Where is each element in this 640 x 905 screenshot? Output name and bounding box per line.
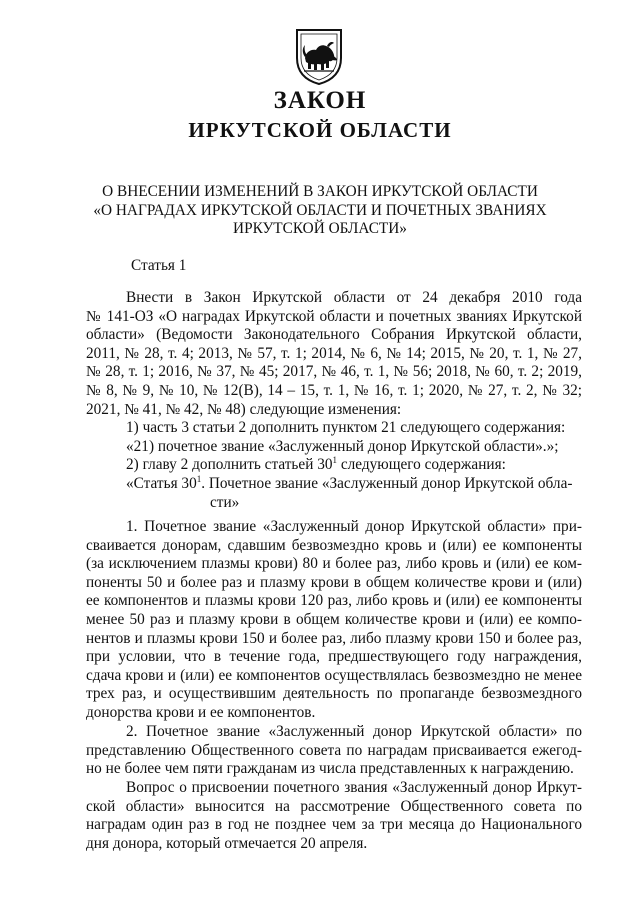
law-subtitle <box>60 183 580 239</box>
region-heading: ИРКУТСКОЙ ОБЛАСТИ <box>188 118 452 142</box>
text-line: 2011, № 28, т. 4; 2013, № 57, т. 1; 2014, № 6, № 14; 2015, № 20, т. 1, № 27, <box>86 344 582 362</box>
subtitle-line: О ВНЕСЕНИИ ИЗМЕНЕНИЙ В ЗАКОН ИРКУТСКОЙ ОБЛАСТИ <box>102 183 538 200</box>
article-quote-title <box>86 475 582 494</box>
text-line: Внести в Закон Иркутской области от 24 декабря 2010 года <box>126 289 582 306</box>
paragraph-2 <box>86 723 582 779</box>
text-line: при условии, что в течение года, предшествующего году награждения, <box>86 648 582 666</box>
text-line: Вопрос о присвоении почетного звания «Заслуженный донор Иркут- <box>126 779 582 796</box>
article-quote-text: «Статья 30 <box>126 474 197 492</box>
coat-of-arms-icon <box>294 28 344 86</box>
text-line: № 141-ОЗ «О наградах Иркутской области и почетных званиях Иркутской <box>86 307 582 325</box>
text-line: менее 50 раз и плазму крови в общем количестве крови и (или) ее компо- <box>86 610 582 628</box>
text-line: поненты 50 и более раз и плазму крови в общем количестве крови и (или) <box>86 573 582 591</box>
superscript: 1 <box>332 455 338 466</box>
amendment-item-1-quote: «21) почетное звание «Заслуженный донор Иркутской области».»; <box>126 437 559 455</box>
text-line: наградам один раз в год не позднее чем за три месяца до Национального <box>86 816 582 834</box>
text-line: сваивается донорам, сдавшим безвозмездно кровь и (или) ее компоненты <box>86 536 582 554</box>
text-line: ской области» выносится на рассмотрение Общественного совета по <box>86 797 582 815</box>
article-heading: Статья 1 <box>131 257 187 274</box>
amendment-item-1: 1) часть 3 статьи 2 дополнить пунктом 21 следующего содержания: <box>126 419 566 437</box>
subtitle-line: ИРКУТСКОЙ ОБЛАСТИ» <box>233 220 407 238</box>
text-line: ее компонентов и плазмы крови 120 раз, либо кровь и (или) ее компоненты <box>86 592 582 610</box>
text-line: (за исключением плазмы крови) 80 и более раз, либо кровь и (или) ее ком- <box>86 555 582 573</box>
text-line: нентов и плазмы крови 150 и более раз, либо плазму крови 150 и более раз, <box>86 629 582 647</box>
superscript: 1 <box>196 473 202 484</box>
text-line: дня донора, который отмечается 20 апреля. <box>86 834 368 852</box>
paragraph-1 <box>86 518 582 723</box>
text-line: донорства крови и ее компонентов. <box>86 703 316 721</box>
law-heading: ЗАКОН <box>273 87 367 114</box>
text-line: представлению Общественного совета по наградам присваивается ежегод- <box>86 741 582 759</box>
article-quote-end: сти» <box>210 493 240 511</box>
text-line: № 8, № 9, № 10, № 12(В), 14 – 15, т. 1, № 16, т. 1; 2020, № 27, т. 2, № 32; <box>86 381 582 399</box>
text-line: 1. Почетное звание «Заслуженный донор Иркутской области» при- <box>126 518 582 535</box>
amendment-item-2 <box>86 456 582 475</box>
text-line: 2021, № 41, № 42, № 48) следующие изменения: <box>86 400 402 418</box>
intro-paragraph <box>86 289 582 512</box>
text-line: но не более чем пяти гражданам из числа представленных к награждению. <box>86 760 574 778</box>
text-line: сдача крови и (или) ее компонентов осуществлялась безвозмездно не менее <box>86 666 582 684</box>
item-2-text-end: следующего содержания: <box>337 456 506 474</box>
article-quote-text-end: . Почетное звание «Заслуженный донор Иркутской обла- <box>201 474 573 492</box>
paragraph-3 <box>86 779 582 853</box>
text-line: 2. Почетное звание «Заслуженный донор Иркутской области» по <box>126 723 582 740</box>
text-line: трех раз, и осуществившим деятельность по пропаганде безвозмездного <box>86 685 582 703</box>
item-2-text: 2) главу 2 дополнить статьей 30 <box>126 456 333 474</box>
text-line: области» (Ведомости Законодательного Собрания Иркутской области, <box>86 326 582 344</box>
subtitle-line: «О НАГРАДАХ ИРКУТСКОЙ ОБЛАСТИ И ПОЧЕТНЫХ ЗВАНИЯХ <box>93 201 547 219</box>
text-line: № 28, т. 1; 2016, № 37, № 45; 2017, № 46, т. 1, № 56; 2018, № 60, т. 2; 2019, <box>86 363 582 381</box>
